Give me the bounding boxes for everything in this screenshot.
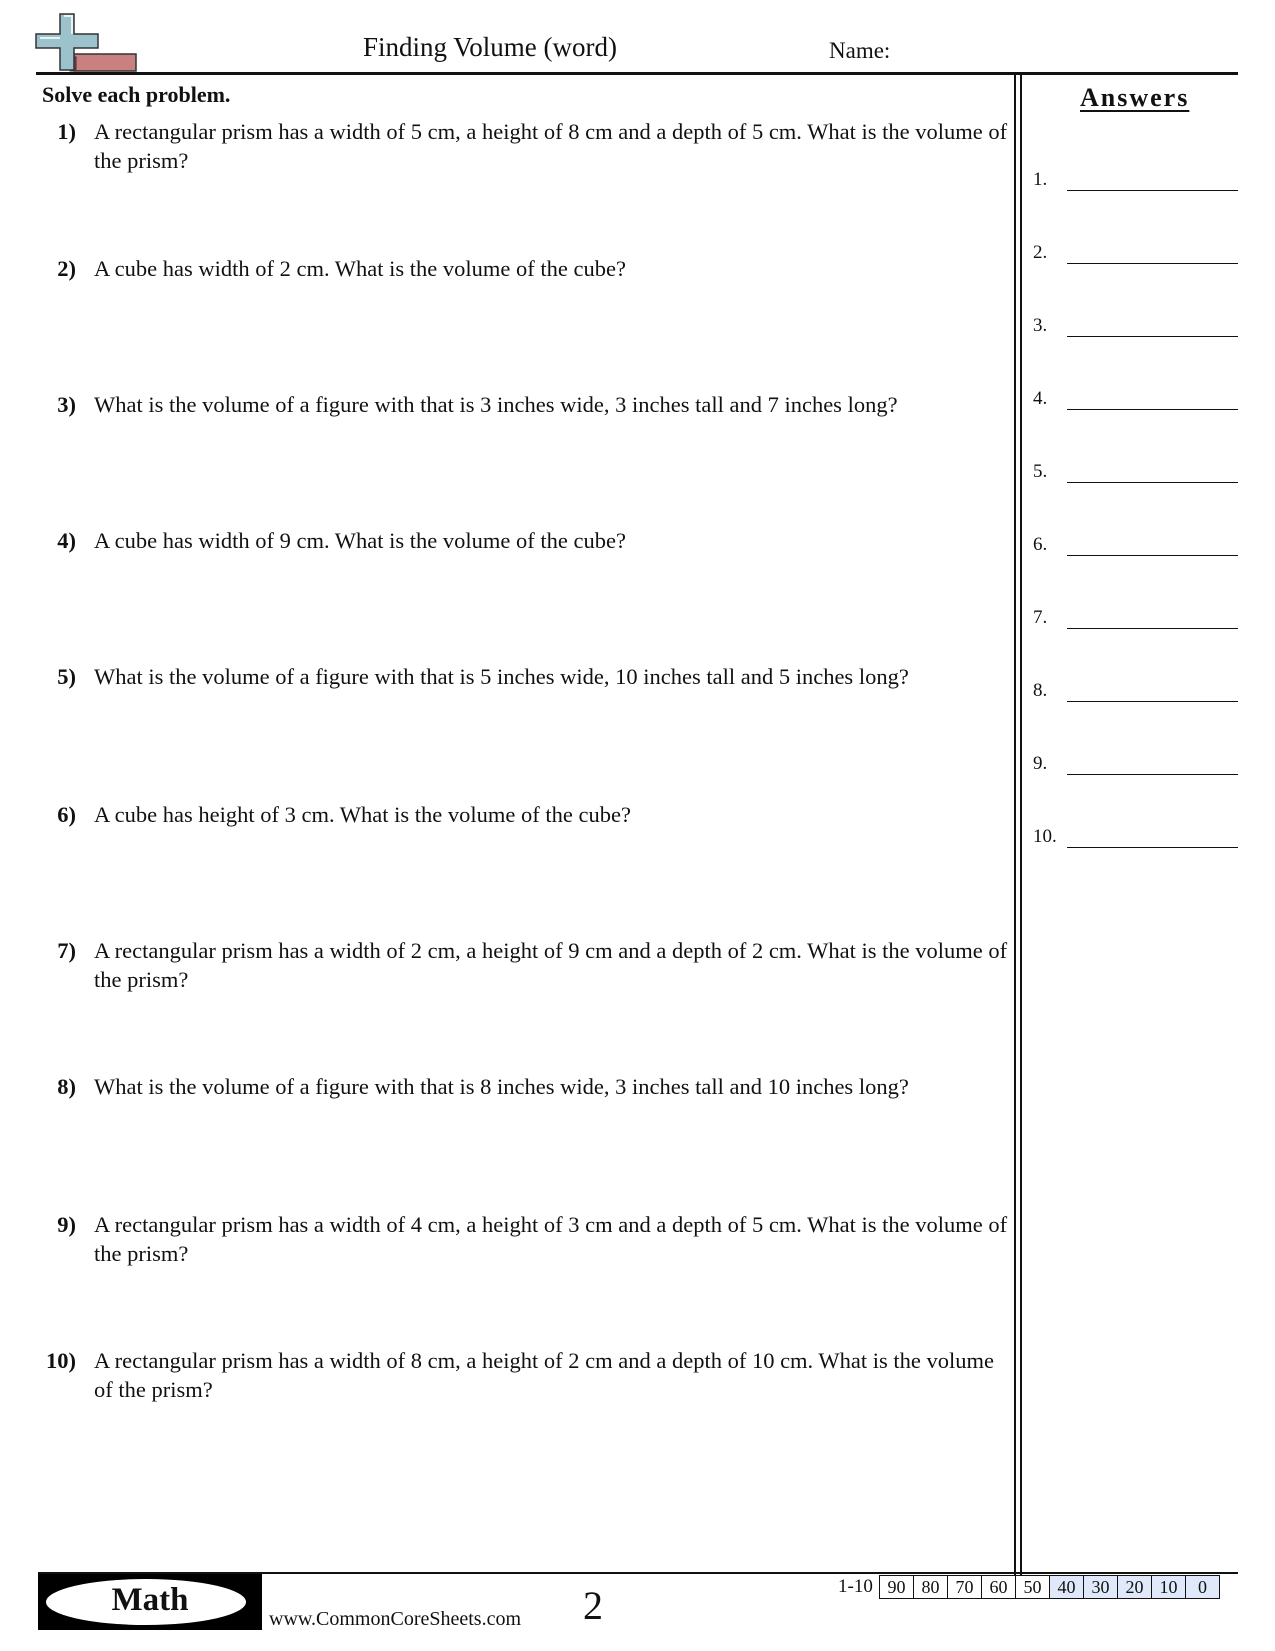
- score-cell: 60: [982, 1576, 1016, 1599]
- answer-blank[interactable]: [1067, 628, 1238, 629]
- answer-blank[interactable]: [1067, 482, 1238, 483]
- score-cell: 30: [1084, 1576, 1118, 1599]
- problem-number: 10): [46, 1348, 76, 1373]
- answer-blank[interactable]: [1067, 701, 1238, 702]
- problem-text: A cube has height of 3 cm. What is the volume of the cube?: [94, 802, 631, 827]
- column-divider-right: [1020, 75, 1022, 1576]
- problem-number: 9): [57, 1212, 76, 1237]
- problem-number: 4): [57, 528, 76, 553]
- worksheet-title: Finding Volume (word): [362, 32, 617, 62]
- answer-row: [1033, 676, 1238, 702]
- score-cell: 0: [1186, 1576, 1220, 1599]
- website-url: www.CommonCoreSheets.com: [269, 1608, 522, 1630]
- answer-blank[interactable]: [1067, 263, 1238, 264]
- answer-blank[interactable]: [1067, 847, 1238, 848]
- answer-label: 3.: [1033, 315, 1048, 336]
- footer: [38, 1572, 1238, 1632]
- answer-blank[interactable]: [1067, 190, 1238, 191]
- instructions: Solve each problem.: [42, 82, 231, 107]
- score-range-label: 1-10: [838, 1576, 873, 1597]
- answer-row: [1033, 238, 1238, 264]
- answer-blank[interactable]: [1067, 336, 1238, 337]
- answer-blank[interactable]: [1067, 555, 1238, 556]
- answer-label: 4.: [1033, 388, 1048, 409]
- problem-number: 5): [57, 664, 76, 689]
- score-cell: 70: [948, 1576, 982, 1599]
- answer-label: 6.: [1033, 534, 1048, 555]
- answer-label: 2.: [1033, 242, 1048, 263]
- problem-text: A cube has width of 9 cm. What is the volume of the cube?: [94, 528, 626, 553]
- problem-text: What is the volume of a figure with that is 3 inches wide, 3 inches tall and 7 inches long?: [94, 392, 898, 417]
- answer-label: 1.: [1033, 169, 1048, 190]
- answer-row: [1033, 384, 1238, 410]
- problem-number: 1): [57, 119, 76, 144]
- answer-row: [1033, 749, 1238, 775]
- score-cell: 10: [1152, 1576, 1186, 1599]
- problem-number: 3): [57, 392, 76, 417]
- problem-number: 6): [57, 802, 76, 827]
- problem-text: What is the volume of a figure with that is 5 inches wide, 10 inches tall and 5 inches long?: [94, 664, 909, 689]
- score-cell: 40: [1050, 1576, 1084, 1599]
- answer-label: 7.: [1033, 607, 1048, 628]
- answer-row: [1033, 311, 1238, 337]
- answer-row: [1033, 165, 1238, 191]
- problem-text: A rectangular prism has a width of 8 cm, a height of 2 cm and a depth of 10 cm. What is the volume of the prism?: [94, 1348, 994, 1402]
- problem-number: 7): [57, 938, 76, 963]
- answer-blank[interactable]: [1067, 409, 1238, 410]
- answer-label: 8.: [1033, 680, 1048, 701]
- score-cell: 50: [1016, 1576, 1050, 1599]
- answer-blank[interactable]: [1067, 774, 1238, 775]
- problem-number: 8): [57, 1074, 76, 1099]
- score-cell: 80: [914, 1576, 948, 1599]
- score-cell: 20: [1118, 1576, 1152, 1599]
- score-table: [879, 1575, 1220, 1599]
- answers-heading: Answers: [1080, 83, 1190, 112]
- problem-text: What is the volume of a figure with that is 8 inches wide, 3 inches tall and 10 inches long?: [94, 1074, 909, 1099]
- subject-badge: [38, 1574, 262, 1630]
- score-cell: 90: [880, 1576, 914, 1599]
- plus-sign-icon: [34, 10, 138, 74]
- problem-text: A rectangular prism has a width of 2 cm, a height of 9 cm and a depth of 2 cm. What is the volume of the prism?: [94, 938, 1008, 992]
- problem-text: A rectangular prism has a width of 5 cm, a height of 8 cm and a depth of 5 cm. What is the volume of the prism?: [94, 119, 1008, 173]
- answer-label: 9.: [1033, 753, 1048, 774]
- answer-label: 10.: [1033, 826, 1057, 847]
- column-divider-left: [1014, 75, 1016, 1576]
- answer-label: 5.: [1033, 461, 1048, 482]
- header-divider: [36, 72, 1238, 75]
- subject-label: Math: [111, 1582, 189, 1618]
- problem-number: 2): [57, 256, 76, 281]
- page-number: 2: [583, 1583, 603, 1628]
- problem-text: A cube has width of 2 cm. What is the volume of the cube?: [94, 256, 626, 281]
- problem-text: A rectangular prism has a width of 4 cm, a height of 3 cm and a depth of 5 cm. What is the volume of the prism?: [94, 1212, 1008, 1266]
- answer-row: [1033, 822, 1238, 848]
- name-field-label: Name:: [829, 38, 891, 63]
- answer-row: [1033, 603, 1238, 629]
- answer-row: [1033, 530, 1238, 556]
- answer-row: [1033, 457, 1238, 483]
